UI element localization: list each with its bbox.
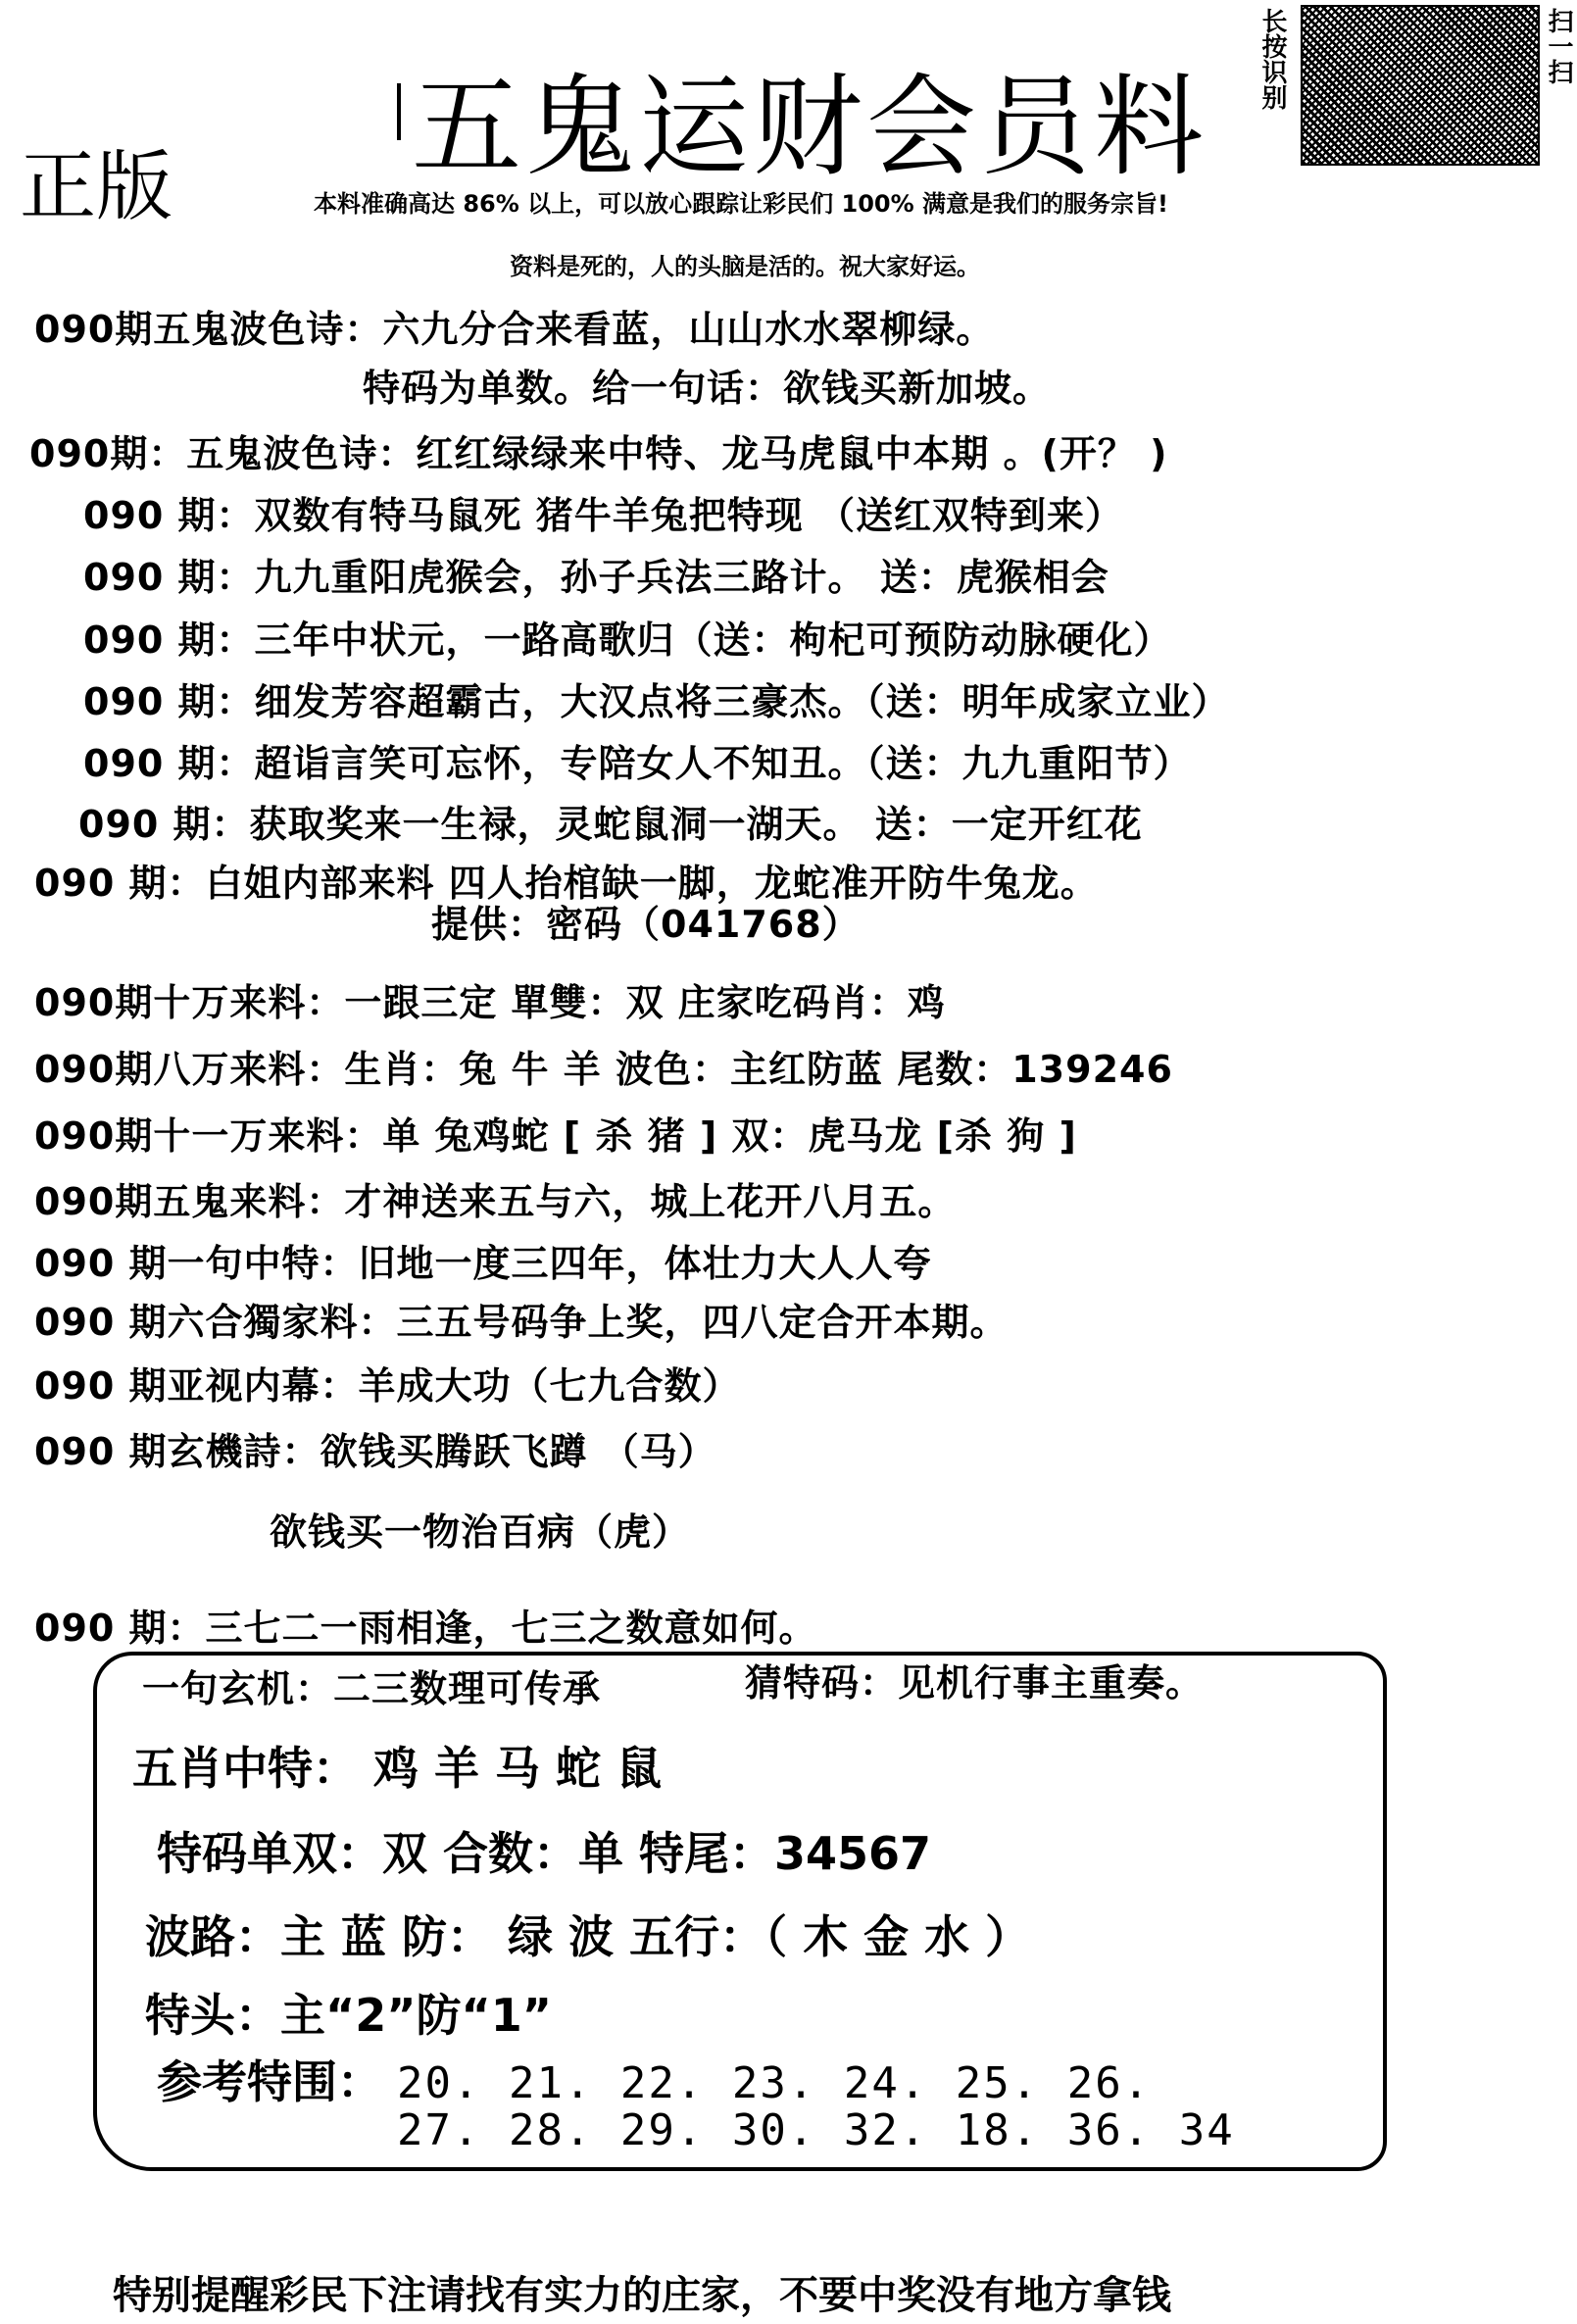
content-line: 090期五鬼波色诗：六九分合来看蓝，山山水水翠柳绿。 (34, 308, 995, 351)
content-line: 090 期玄機詩：欲钱买腾跃飞蹲 （马） (34, 1430, 716, 1473)
content-line: 090期十万来料：一跟三定 單雙：双 庄家吃码肖：鸡 (34, 981, 946, 1024)
five-zodiac-line: 五肖中特： 鸡 羊 马 蛇 鼠 (132, 1742, 663, 1795)
ref-numbers-row-2: 27. 28. 29. 30. 32. 18. 36. 34 (397, 2105, 1235, 2155)
ref-numbers-row-1: 20. 21. 22. 23. 24. 25. 26. (397, 2058, 1152, 2108)
content-line: 090 期：三七二一雨相逢，七三之数意如何。 (34, 1607, 817, 1650)
content-line: 090 期一句中特：旧地一度三四年，体壮力大人人夸 (34, 1242, 932, 1285)
wave-line: 波路：主 蓝 防： 绿 波 五行：（ 木 金 水 ） (145, 1910, 1031, 1963)
head-line: 特头：主“2”防“1” (145, 1989, 552, 2042)
ref-label: 参考特围： (157, 2055, 382, 2108)
edition-label: 正版 (20, 143, 173, 231)
riddle-line: 一句玄机：二三数理可传承 (142, 1667, 602, 1710)
qr-code-icon (1301, 5, 1540, 166)
content-line: 090期十一万来料：单 兔鸡蛇 [ 杀 猪 ] 双：虎马龙 [杀 狗 ] (34, 1114, 1077, 1158)
content-line: 090 期：细发芳容超霸古，大汉点将三豪杰。（送：明年成家立业） (83, 680, 1230, 723)
content-line: 090 期：白姐内部来料 四人抬棺缺一脚，龙蛇准开防牛兔龙。 (34, 862, 1099, 905)
footer-warning: 特别提醒彩民下注请找有实力的庄家，不要中奖没有地方拿钱 (113, 2273, 1171, 2318)
page-title: 五鬼运财会员料 (412, 64, 1207, 191)
guess-line: 猜特码：见机行事主重奏。 (745, 1661, 1205, 1705)
content-line: 090 期：三年中状元，一路高歌归（送：枸杞可预防动脉硬化） (83, 618, 1172, 662)
content-line: 090 期六合獨家料：三五号码争上奖，四八定合开本期。 (34, 1301, 1009, 1344)
content-line: 090 期：九九重阳虎猴会，孙子兵法三路计。 送：虎猴相会 (83, 556, 1109, 599)
content-line: 090 期：超诣言笑可忘怀，专陪女人不知丑。（送：九九重阳节） (83, 742, 1192, 785)
qr-side-right-text: 扫一扫 (1544, 8, 1573, 84)
content-line: 090期：五鬼波色诗：红红绿绿来中特、龙马虎鼠中本期 。(开？ ) (29, 432, 1168, 475)
content-line: 提供：密码（041768） (431, 903, 861, 946)
tagline: 本料准确高达 86% 以上，可以放心跟踪让彩民们 100% 满意是我们的服务宗旨! (314, 190, 1168, 218)
odd-even-line: 特码单双：双 合数：单 特尾：34567 (157, 1827, 932, 1880)
content-line: 090 期亚视内幕：羊成大功（七九合数） (34, 1364, 741, 1408)
content-line: 欲钱买一物治百病（虎） (270, 1510, 691, 1554)
slogan: 资料是死的，人的头脑是活的。祝大家好运。 (510, 253, 980, 280)
content-line: 090 期：双数有特马鼠死 猪牛羊兔把特现 （送红双特到来） (83, 494, 1124, 537)
content-line: 090 期：获取奖来一生禄，灵蛇鼠洞一湖天。 送：一定开红花 (78, 803, 1143, 846)
content-line: 090期八万来料：生肖：兔 牛 羊 波色：主红防蓝 尾数：139246 (34, 1048, 1173, 1091)
qr-side-left-text: 长按识别 (1257, 8, 1287, 110)
content-line: 特码为单数。给一句话：欲钱买新加坡。 (363, 367, 1052, 410)
content-line: 090期五鬼来料：才神送来五与六，城上花开八月五。 (34, 1180, 957, 1223)
title-bar-decoration (397, 83, 401, 140)
